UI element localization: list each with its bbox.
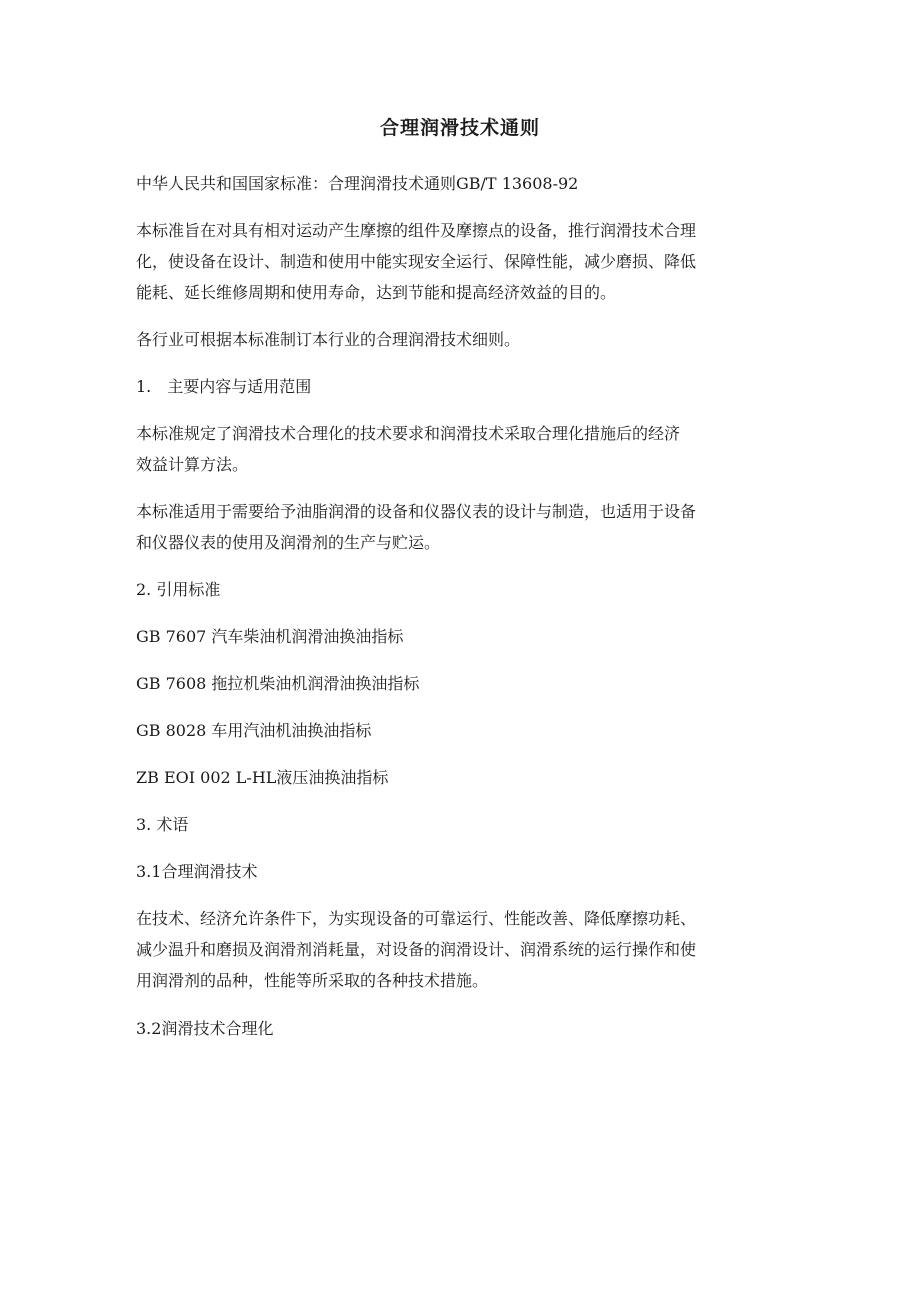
text-line: ZB EOI 002 L-HL液压油换油指标: [136, 768, 389, 787]
text-line: 2. 引用标准: [136, 580, 221, 599]
text-line: 能耗、延长维修周期和使用寿命，达到节能和提高经济效益的目的。: [136, 283, 617, 302]
section-heading-2: [136, 574, 796, 605]
text-line: 和仪器仪表的使用及润滑剂的生产与贮运。: [136, 533, 441, 552]
text-line: 本标准适用于需要给予油脂润滑的设备和仪器仪表的设计与制造，也适用于设备: [136, 502, 697, 521]
standard-reference-line: [136, 168, 796, 199]
reference-standard-item: [136, 621, 796, 652]
reference-standard-item: [136, 668, 796, 699]
text-line: 用润滑剂的品种，性能等所采取的各种技术措施。: [136, 971, 489, 990]
text-line: GB 7607 汽车柴油机润滑油换油指标: [136, 627, 404, 646]
section-heading-1: [136, 371, 796, 402]
text-line: GB 7608 拖拉机柴油机润滑油换油指标: [136, 674, 420, 693]
document-body: [136, 168, 796, 1044]
reference-standard-item: [136, 715, 796, 746]
subsection-heading-3-1: [136, 856, 796, 887]
text-line: 各行业可根据本标准制订本行业的合理润滑技术细则。: [136, 330, 521, 349]
text-line: 中华人民共和国国家标准：合理润滑技术通则GB/T 13608-92: [136, 174, 579, 193]
text-line: 本标准规定了润滑技术合理化的技术要求和润滑技术采取合理化措施后的经济: [136, 424, 681, 443]
purpose-paragraph: [136, 215, 796, 308]
text-line: 3. 术语: [136, 815, 189, 834]
text-line: 在技术、经济允许条件下，为实现设备的可靠运行、性能改善、降低摩擦功耗、: [136, 909, 697, 928]
document-title: 合理润滑技术通则: [379, 117, 540, 139]
text-line: 减少温升和磨损及润滑剂消耗量，对设备的润滑设计、润滑系统的运行操作和使: [136, 940, 697, 959]
text-line: GB 8028 车用汽油机油换油指标: [136, 721, 372, 740]
text-line: 化，使设备在设计、制造和使用中能实现安全运行、保障性能，减少磨损、降低: [136, 252, 697, 271]
subsection-heading-3-2: [136, 1013, 796, 1044]
text-line: 3.2润滑技术合理化: [136, 1019, 274, 1038]
text-line: 3.1合理润滑技术: [136, 862, 258, 881]
industry-note-paragraph: [136, 324, 796, 355]
text-line: 效益计算方法。: [136, 455, 249, 474]
applicability-paragraph: [136, 496, 796, 558]
text-line: 1. 主要内容与适用范围: [136, 377, 312, 396]
text-line: 本标准旨在对具有相对运动产生摩擦的组件及摩擦点的设备，推行润滑技术合理: [136, 221, 697, 240]
reference-standard-item: [136, 762, 796, 793]
section-heading-3: [136, 809, 796, 840]
scope-paragraph: [136, 418, 796, 480]
definition-paragraph: [136, 903, 796, 996]
